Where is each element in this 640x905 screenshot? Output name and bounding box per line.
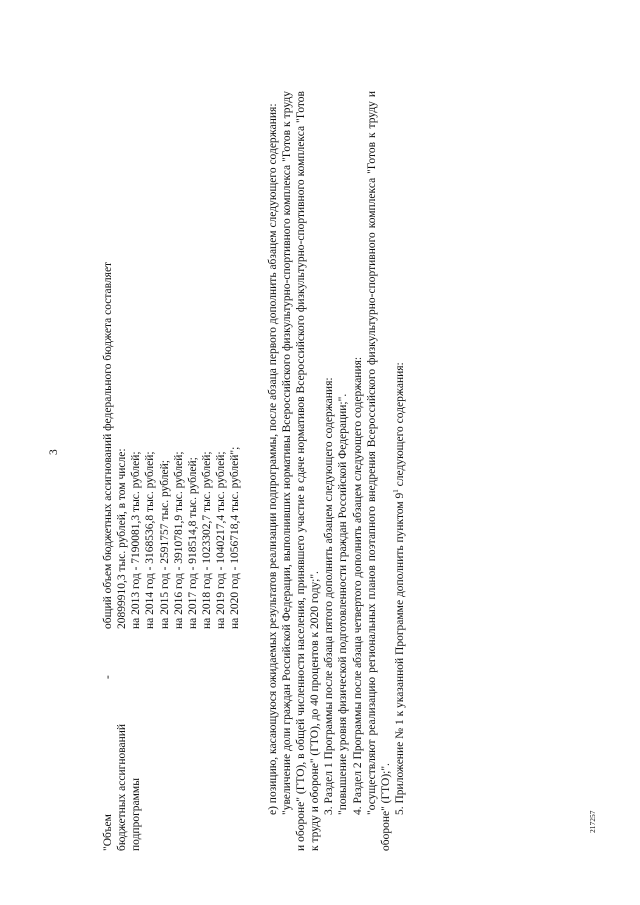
paragraph-5-superscript: 1 xyxy=(392,489,401,493)
paragraph-e: е) позицию, касающуюся ожидаемых результатов реализации подпрограммы, после абзаца первого дополнить абзацем следующего содержания: xyxy=(266,103,279,815)
quote-regional-plans: "осуществляют реализацию региональных планов поэтапного внедрения Всероссийского физкультурно-спортивного комплекса "Готов к труду и обороне" (ГТО);". xyxy=(365,91,392,851)
section-gap xyxy=(243,91,266,851)
budget-line: 20899910,3 тыс. рублей, в том числе: xyxy=(116,448,129,629)
paragraph-5 xyxy=(393,91,407,851)
rotated-document-body xyxy=(101,91,407,851)
quote-fitness-level: "повышение уровня физической подготовленности граждан Российской Федерации;". xyxy=(337,393,350,815)
budget-line: на 2016 год - 3910781,9 тыс. рублей; xyxy=(172,451,185,629)
budget-line: общий объем бюджетных ассигнований федерального бюджета составляет xyxy=(102,261,114,629)
budget-table-dash: - xyxy=(102,675,114,679)
budget-line: на 2014 год - 3168536,8 тыс. рублей; xyxy=(144,451,157,629)
budget-line: на 2019 год - 1040217,4 тыс. рублей; xyxy=(215,451,228,629)
budget-line: на 2018 год - 1023302,7 тыс. рублей; xyxy=(201,451,214,629)
budget-table-label xyxy=(101,679,243,851)
label-line: подпрограммы xyxy=(130,778,143,851)
budget-table-values xyxy=(101,91,243,629)
paragraph-5-tail: следующего содержания: xyxy=(393,362,406,490)
document-id: 217257 xyxy=(588,810,597,833)
page-number: 3 xyxy=(48,449,60,455)
budget-allocation-table xyxy=(101,91,243,851)
label-line: "Объем xyxy=(102,814,114,851)
quote-gto-share: "увеличение доли граждан Российской Федерации, выполнивших нормативы Всероссийского физкультурно-спортивного комплекса "Готов к труду и обороне" (ГТО), в общей численности населения, принявшего участие в сдаче нормативов Всероссийского физкультурно-спортивного комплекса "Готов к труду и обороне" (ГТО), до 40 процентов к 2020 году;". xyxy=(280,91,322,851)
budget-line: на 2013 год - 7190081,3 тыс. рублей; xyxy=(130,451,143,629)
paragraph-3: 3. Раздел 1 Программы после абзаца пятого дополнить абзацем следующего содержания: xyxy=(323,377,336,815)
budget-line: на 2020 год - 1056718,4 тыс. рублей"; xyxy=(229,446,242,629)
label-line: бюджетных ассигнований xyxy=(116,723,129,851)
paragraph-4: 4. Раздел 2 Программы после абзаца четвертого дополнить абзацем следующего содержания: xyxy=(351,356,364,815)
budget-line: на 2017 год - 918514,8 тыс. рублей; xyxy=(186,457,199,629)
budget-line: на 2015 год - 2591757 тыс. рублей; xyxy=(158,460,171,629)
paragraph-5-text: 5. Приложение № 1 к указанной Программе дополнить пунктом 9 xyxy=(393,492,406,815)
